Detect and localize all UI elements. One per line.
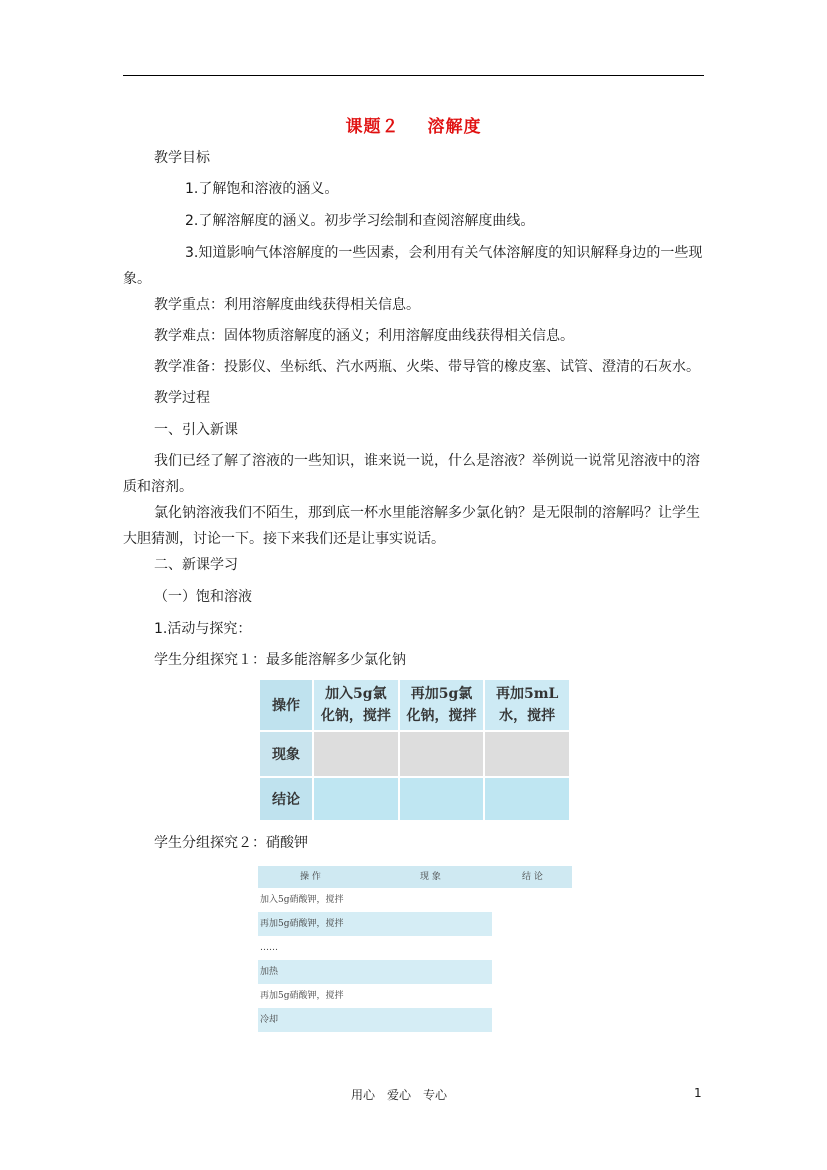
experiment-2-label: 学生分组探究２：硝酸钾 [154, 835, 308, 851]
title-prefix: 课题２ [345, 117, 400, 137]
table1-cell [484, 731, 570, 777]
table-row: 冷却 [258, 1008, 492, 1032]
table1-cell [399, 731, 485, 777]
intro-paragraph-1: 我们已经了解了溶液的一些知识，谁来说一说，什么是溶液？举例说一说常见溶液中的溶质和溶剂。 [123, 453, 700, 495]
table2-header [258, 866, 572, 888]
subsection-1-heading: （一）饱和溶液 [154, 589, 252, 605]
title-name: 溶解度 [427, 117, 482, 137]
table1-cell [484, 777, 570, 821]
table-row: 再加5g硝酸钾，搅拌 [258, 912, 492, 936]
section-1-heading: 一、引入新课 [154, 422, 238, 438]
table1-cell [313, 777, 399, 821]
experiment-1-table [258, 678, 571, 822]
table1-header-col2: 再加5g氯 化钠，搅拌 [399, 679, 485, 731]
table2-header-observation: 现 象 [420, 872, 441, 882]
table2-header-conclusion: 结 论 [522, 872, 543, 882]
footer-item: 爱心 [387, 1088, 412, 1102]
section-2-heading: 二、新课学习 [154, 557, 238, 573]
table-row: 再加5g硝酸钾，搅拌 [260, 991, 344, 1001]
table1-header-col1: 加入5g氯 化钠，搅拌 [313, 679, 399, 731]
table1-row-observation: 现象 [259, 731, 313, 777]
table1-header-col3: 再加5mL 水，搅拌 [484, 679, 570, 731]
activity-heading: 1.活动与探究： [154, 621, 252, 637]
table1-row-conclusion: 结论 [259, 777, 313, 821]
experiment-2-table [258, 866, 570, 1032]
header-rule [123, 75, 704, 76]
table2-header-operation: 操 作 [300, 872, 321, 882]
preparation: 教学准备：投影仪、坐标纸、汽水两瓶、火柴、带导管的橡皮塞、试管、澄清的石灰水。 [154, 359, 700, 375]
process-heading: 教学过程 [154, 390, 210, 406]
footer-item: 专心 [423, 1088, 448, 1102]
footer-item: 用心 [351, 1088, 376, 1102]
key-point: 教学重点：利用溶解度曲线获得相关信息。 [154, 297, 420, 313]
footer-slogan [351, 1086, 459, 1103]
goal-1: 1.了解饱和溶液的涵义。 [185, 181, 339, 197]
table1-cell [313, 731, 399, 777]
table-row: 加入5g硝酸钾，搅拌 [260, 895, 344, 905]
experiment-1-label: 学生分组探究１：最多能溶解多少氯化钠 [154, 652, 406, 668]
table-row: …… [260, 943, 278, 953]
goal-3: 3.知道影响气体溶解度的一些因素，会利用有关气体溶解度的知识解释身边的一些现象。 [123, 245, 703, 287]
page-number: 1 [694, 1086, 702, 1100]
page-title [0, 112, 827, 137]
goal-2: 2.了解溶解度的涵义。初步学习绘制和查阅溶解度曲线。 [185, 213, 535, 229]
intro-paragraph-2: 氯化钠溶液我们不陌生，那到底一杯水里能溶解多少氯化钠？是无限制的溶解吗？让学生大胆猜测，讨论一下。接下来我们还是让事实说话。 [123, 505, 700, 547]
table1-header-operation: 操作 [259, 679, 313, 731]
table1-cell [399, 777, 485, 821]
table-row: 加热 [258, 960, 492, 984]
goal-heading: 教学目标 [154, 150, 210, 166]
difficulty: 教学难点：固体物质溶解度的涵义；利用溶解度曲线获得相关信息。 [154, 328, 574, 344]
